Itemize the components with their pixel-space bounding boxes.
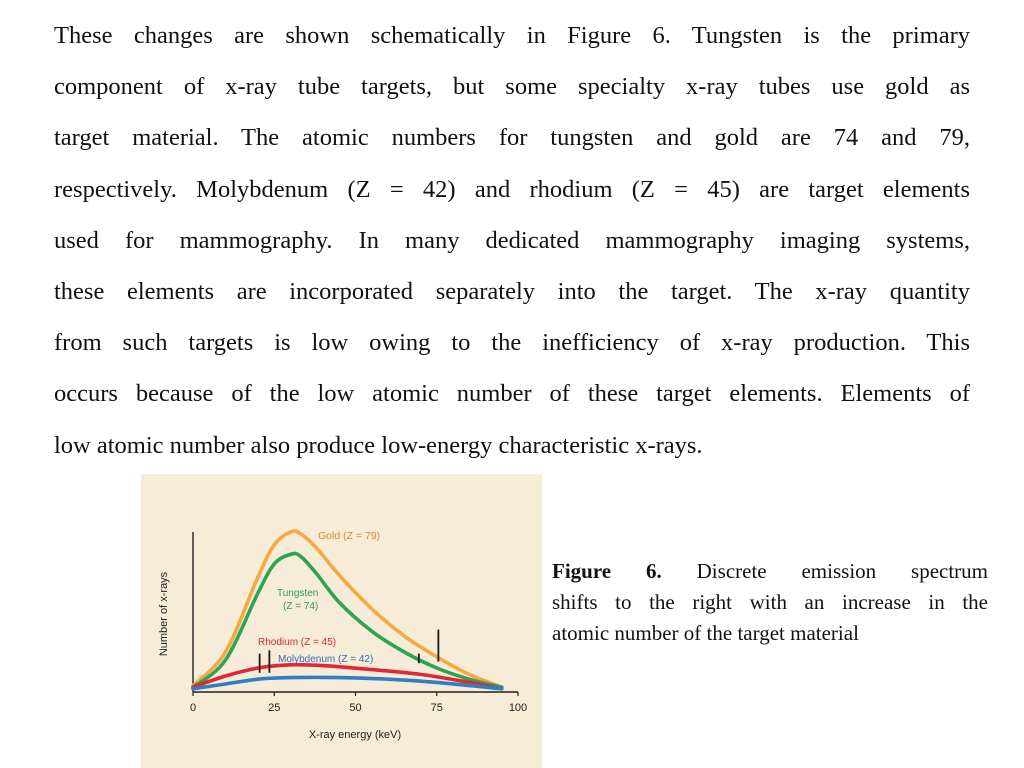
body-line: occurs because of the low atomic number of these target elements. Elements of [54,380,970,408]
body-paragraph [54,12,970,473]
x-tick-label: 25 [268,702,281,714]
x-axis-label: X-ray energy (keV) [308,729,402,741]
figure-label: Figure 6. [552,559,662,583]
chart-background [141,474,542,768]
tungsten-series-label-z: (Z = 74) [283,601,319,612]
x-tick-label: 50 [349,702,362,714]
body-line: target material. The atomic numbers for tungsten and gold are 74 and 79, [54,124,970,152]
emission-spectrum-figure [141,474,542,768]
y-axis-label: Number of x-rays [158,571,170,657]
caption-text: Discrete emission spectrum [696,559,989,583]
molybdenum-series-label: Molybdenum (Z = 42) [278,654,374,665]
emission-spectrum-chart [141,474,542,768]
caption-line [552,556,988,587]
body-line: low atomic number also produce low-energy characteristic x-rays. [54,431,703,459]
body-line: component of x-ray tube targets, but some specialty x-ray tubes use gold as [54,73,970,101]
caption-line: shifts to the right with an increase in the [552,590,988,614]
x-tick-label: 75 [430,702,443,714]
caption-line: atomic number of the target material [552,621,859,645]
body-line: these elements are incorporated separately into the target. The x-ray quantity [54,277,970,305]
body-line: used for mammography. In many dedicated mammography imaging systems, [54,226,970,254]
body-line: These changes are shown schematically in Figure 6. Tungsten is the primary [54,22,970,49]
body-line: from such targets is low owing to the inefficiency of x-ray production. This [54,329,970,357]
rhodium-series-label: Rhodium (Z = 45) [258,637,337,648]
tungsten-series-label: Tungsten [277,588,319,599]
figure-caption [552,556,988,649]
gold-series-label: Gold (Z = 79) [318,530,381,542]
x-tick-label: 0 [189,702,197,714]
body-line: respectively. Molybdenum (Z = 42) and rhodium (Z = 45) are target elements [54,175,970,203]
x-tick-label: 100 [508,702,528,714]
